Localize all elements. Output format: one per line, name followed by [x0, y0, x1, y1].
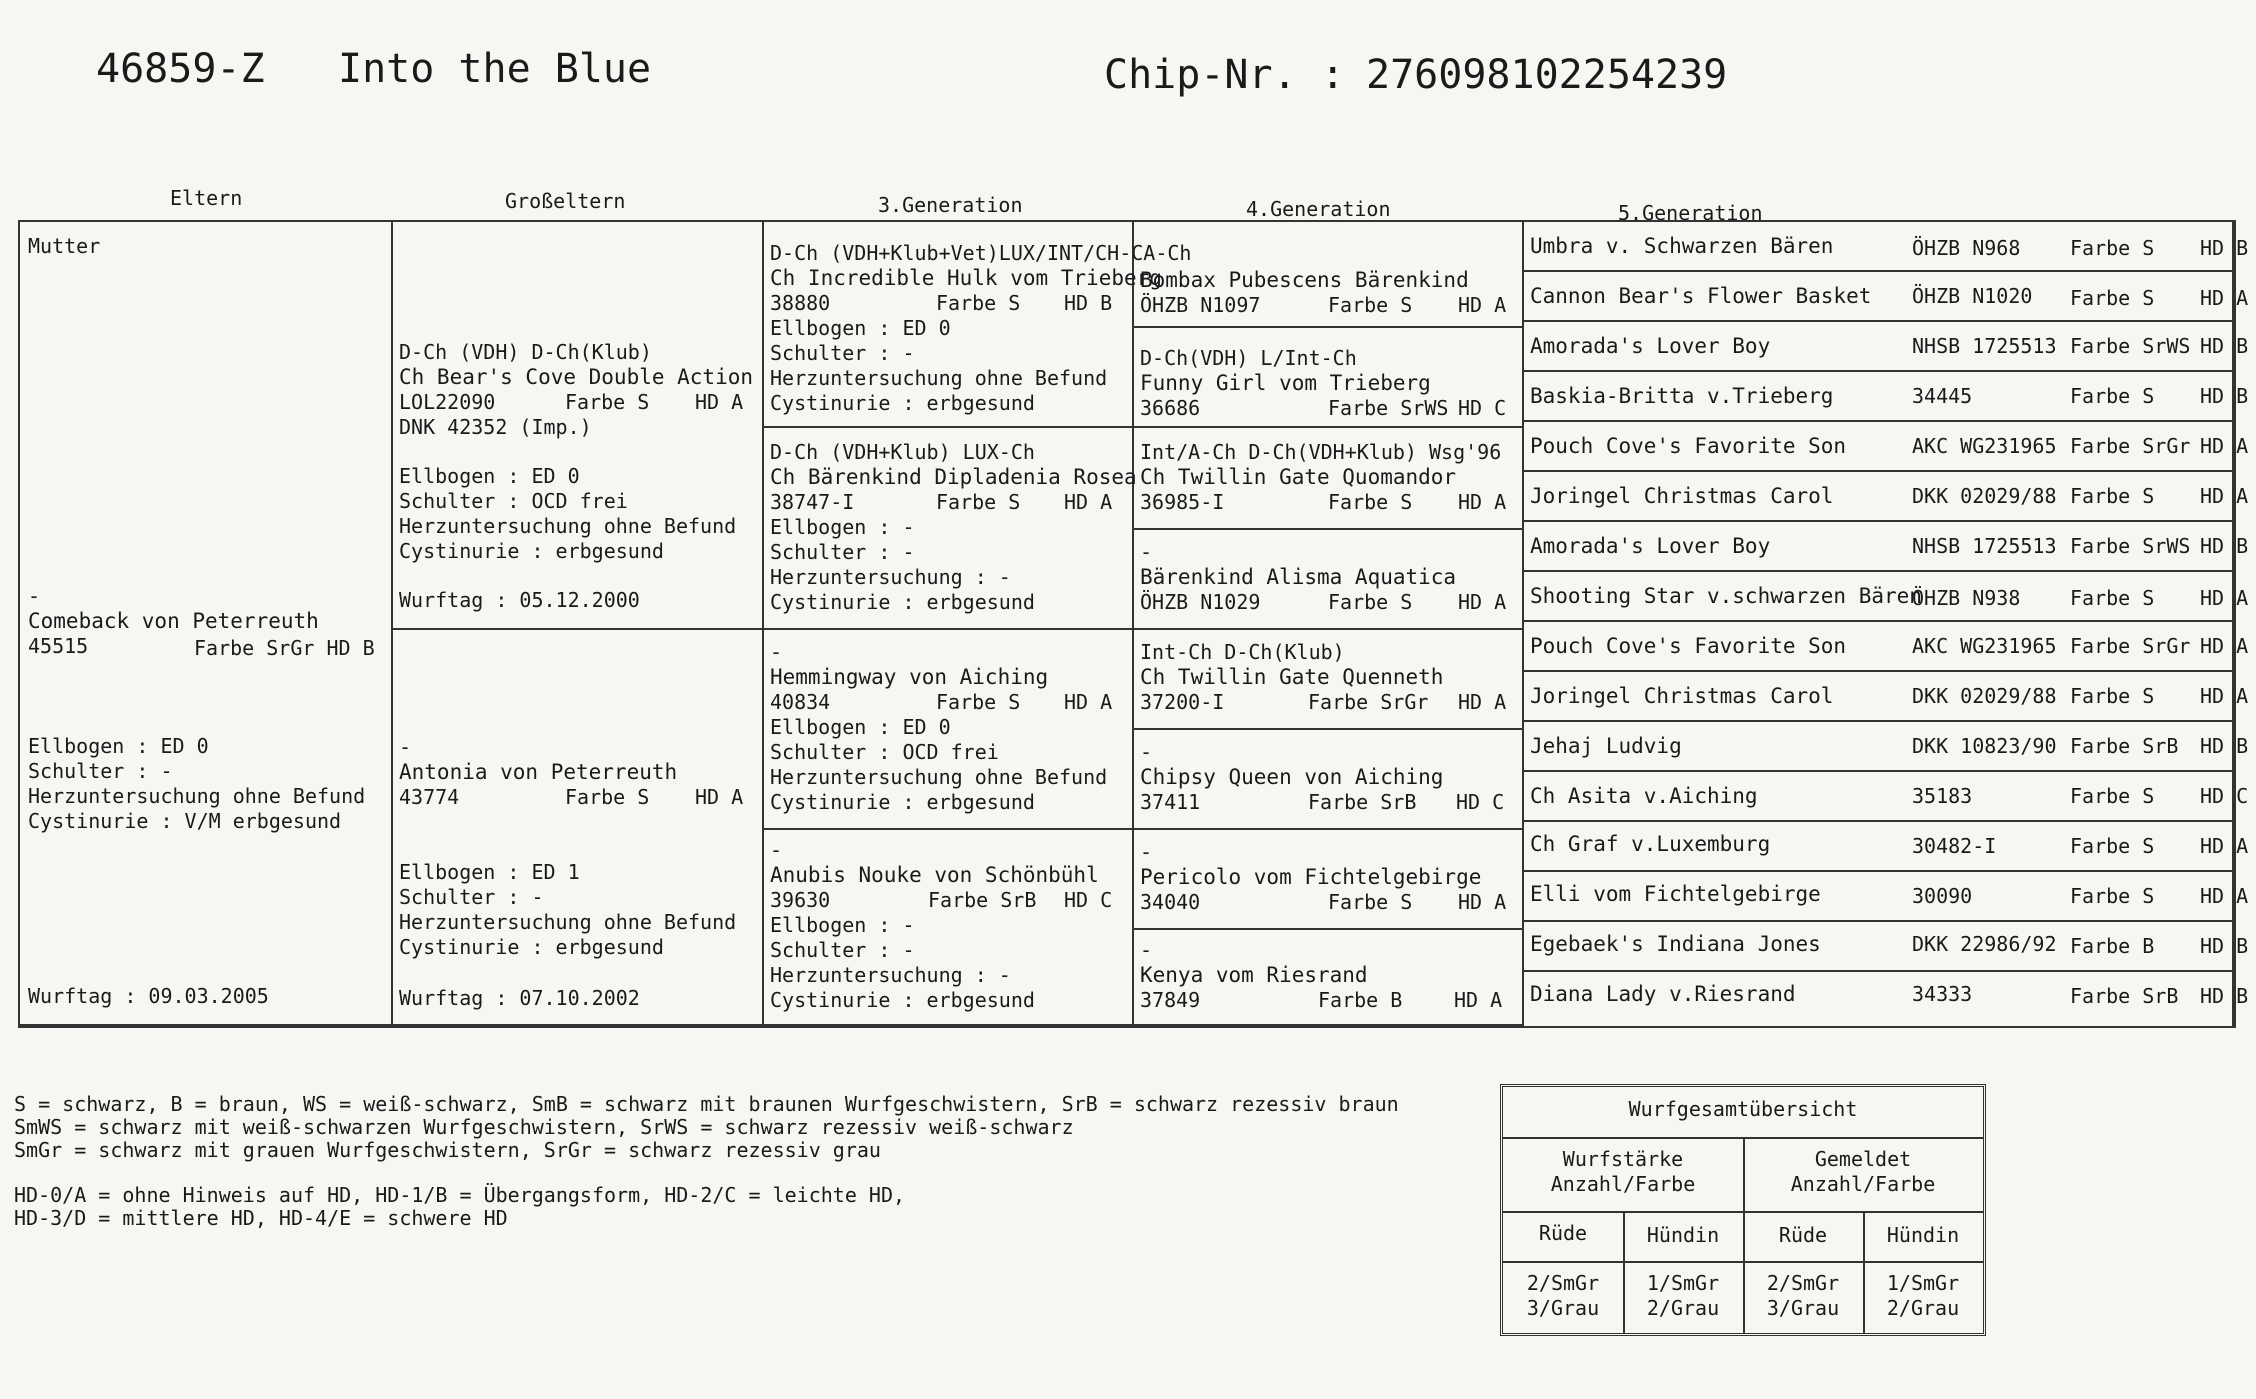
legend-line: SmGr = schwarz mit grauen Wurfgeschwistern, SrGr = schwarz rezessiv grau	[14, 1138, 881, 1162]
gen5-row	[1524, 372, 2249, 422]
gen5-name: Joringel Christmas Carol	[1530, 684, 1834, 708]
gen4-hd: HD A	[1458, 293, 1507, 317]
gen4-hd: HD C	[1458, 396, 1507, 420]
gen3-schulter: Schulter : OCD frei	[770, 740, 999, 764]
gen3-herz: Herzuntersuchung : -	[770, 963, 1011, 987]
gen5-name: Pouch Cove's Favorite Son	[1530, 634, 1847, 658]
gen5-row	[1524, 772, 2249, 822]
gen5-color: Farbe S	[2070, 834, 2155, 858]
legend-line: HD-0/A = ohne Hinweis auf HD, HD-1/B = Übergangsform, HD-2/C = leichte HD,	[14, 1183, 906, 1207]
gen5-color: Farbe SrGr	[2070, 434, 2191, 458]
gen4-name: Ch Twillin Gate Quenneth	[1140, 665, 1444, 689]
gen3-name: Hemmingway von Aiching	[770, 665, 1049, 689]
gen4-title: -	[1140, 740, 1153, 764]
gen4-name: Bärenkind Alisma Aquatica	[1140, 565, 1457, 589]
column-heading-eltern: Eltern	[170, 186, 243, 210]
gen5-reg: DKK 10823/90	[1912, 734, 2057, 758]
gen5-row	[1524, 272, 2249, 322]
gen3-cyst: Cystinurie : erbgesund	[770, 790, 1035, 814]
gen4-cell	[1134, 222, 1524, 328]
litter-count-cell: 1/SmGr 2/Grau	[1646, 1271, 1720, 1320]
gen4-title: Int/A-Ch D-Ch(VDH+Klub) Wsg'96	[1140, 440, 1502, 464]
gen5-hd: HD B	[2200, 984, 2249, 1008]
grandparent-ellbogen: Ellbogen : ED 0	[399, 464, 580, 488]
gen5-name: Pouch Cove's Favorite Son	[1530, 434, 1847, 458]
gen4-color: Farbe SrGr	[1308, 690, 1429, 714]
gen5-color: Farbe S	[2070, 884, 2155, 908]
grandparent-extra: DNK 42352 (Imp.)	[399, 415, 592, 439]
gen5-row	[1524, 322, 2249, 372]
gen3-color: Farbe S	[936, 291, 1021, 315]
gen5-reg: DKK 22986/92	[1912, 932, 2057, 956]
gen3-color: Farbe SrB	[928, 888, 1037, 912]
gen3-cell	[764, 630, 1134, 830]
gen3-title: D-Ch (VDH+Klub) LUX-Ch	[770, 440, 1035, 464]
gen4-title: -	[1140, 938, 1153, 962]
legend-line: HD-3/D = mittlere HD, HD-4/E = schwere HD	[14, 1206, 508, 1230]
gen5-color: Farbe S	[2070, 484, 2155, 508]
litter-summary-title: Wurfgesamtübersicht	[1628, 1097, 1858, 1121]
parent-name: Comeback von Peterreuth	[28, 609, 319, 633]
grandparent-name: Ch Bear's Cove Double Action	[399, 365, 754, 389]
gen5-row	[1524, 572, 2249, 622]
gen5-row	[1524, 972, 2249, 1026]
gen3-ellbogen: Ellbogen : ED 0	[770, 715, 951, 739]
gen3-ellbogen: Ellbogen : -	[770, 913, 915, 937]
litter-count-cell: 2/SmGr 3/Grau	[1766, 1271, 1840, 1320]
parent-dash: -	[28, 584, 41, 608]
litter-summary-box	[1500, 1084, 1986, 1336]
gen5-hd: HD B	[2200, 734, 2249, 758]
gen3-schulter: Schulter : -	[770, 341, 915, 365]
gen5-row	[1524, 922, 2249, 972]
column-heading-gen3: 3.Generation	[878, 193, 1023, 217]
gen5-name: Umbra v. Schwarzen Bären	[1530, 234, 1834, 258]
gen5-hd: HD B	[2200, 934, 2249, 958]
gen4-hd: HD A	[1458, 490, 1507, 514]
gen5-name: Ch Graf v.Luxemburg	[1530, 832, 1771, 856]
dog-name: Into the Blue	[338, 46, 652, 92]
gen5-row	[1524, 672, 2249, 722]
gen4-color: Farbe SrWS	[1328, 396, 1449, 420]
gen3-herz: Herzuntersuchung : -	[770, 565, 1011, 589]
gen5-color: Farbe S	[2070, 286, 2155, 310]
grandparent-title: D-Ch (VDH) D-Ch(Klub)	[399, 340, 652, 364]
litter-strength-heading: Wurfstärke Anzahl/Farbe	[1550, 1147, 1696, 1196]
gen5-color: Farbe S	[2070, 684, 2155, 708]
gen5-row	[1524, 522, 2249, 572]
gen3-hd: HD A	[1064, 490, 1113, 514]
gen5-hd: HD B	[2200, 534, 2249, 558]
gen5-row	[1524, 822, 2249, 872]
gen4-reg: 37411	[1140, 790, 1201, 814]
gen3-reg: 40834	[770, 690, 831, 714]
gen5-hd: HD A	[2200, 684, 2249, 708]
gen4-hd: HD C	[1456, 790, 1505, 814]
pedigree-table	[18, 220, 2249, 1028]
grandparent-herz: Herzuntersuchung ohne Befund	[399, 514, 737, 538]
gen5-hd: HD C	[2200, 784, 2249, 808]
legend	[14, 1093, 1399, 1230]
gen4-color: Farbe SrB	[1308, 790, 1417, 814]
gen4-reg: 34040	[1140, 890, 1201, 914]
gen5-color: Farbe S	[2070, 586, 2155, 610]
gen4-hd: HD A	[1458, 890, 1507, 914]
gen5-row	[1524, 872, 2249, 922]
gen5-reg: DKK 02029/88	[1912, 684, 2057, 708]
gen3-schulter: Schulter : -	[770, 540, 915, 564]
parent-schulter: Schulter : -	[28, 759, 173, 783]
gen4-cell	[1134, 930, 1524, 1026]
parent-ellbogen: Ellbogen : ED 0	[28, 734, 209, 758]
gen4-name: Bombax Pubescens Bärenkind	[1140, 268, 1469, 292]
gen4-reg: 36686	[1140, 396, 1201, 420]
legend-line: S = schwarz, B = braun, WS = weiß-schwarz, SmB = schwarz mit braunen Wurfgeschwistern, SrB = schwarz rezessiv braun	[14, 1092, 1399, 1116]
grandparent-cyst: Cystinurie : erbgesund	[399, 935, 664, 959]
male-heading: Rüde	[1538, 1221, 1588, 1245]
gen5-name: Egebaek's Indiana Jones	[1530, 932, 1821, 956]
gen5-color: Farbe SrWS	[2070, 334, 2191, 358]
grandparent-hd: HD A	[695, 390, 744, 414]
gen3-cyst: Cystinurie : erbgesund	[770, 391, 1035, 415]
gen5-reg: 34445	[1912, 384, 1973, 408]
grandparent-wurftag-visible: Wurftag : 07.10.2002	[399, 986, 640, 1010]
grandparent-ellbogen: Ellbogen : ED 1	[399, 860, 580, 884]
legend-line: SmWS = schwarz mit weiß-schwarzen Wurfgeschwistern, SrWS = schwarz rezessiv weiß-schwarz	[14, 1115, 1074, 1139]
gen5-hd: HD A	[2200, 434, 2249, 458]
gen3-title: -	[770, 640, 783, 664]
male-heading: Rüde	[1778, 1223, 1828, 1247]
gen4-cell	[1134, 630, 1524, 730]
gen4-color: Farbe S	[1328, 490, 1413, 514]
gen5-reg: ÖHZB N938	[1912, 586, 2021, 610]
gen5-reg: NHSB 1725513	[1912, 534, 2057, 558]
gen3-color: Farbe S	[936, 490, 1021, 514]
gen4-color: Farbe S	[1328, 293, 1413, 317]
gen4-cell	[1134, 730, 1524, 830]
gen5-reg: ÖHZB N968	[1912, 236, 2021, 260]
gen5-name: Baskia-Britta v.Trieberg	[1530, 384, 1834, 408]
gen4-hd: HD A	[1458, 690, 1507, 714]
gen4-title: Int-Ch D-Ch(Klub)	[1140, 640, 1345, 664]
gen5-color: Farbe S	[2070, 784, 2155, 808]
gen5-reg: 35183	[1912, 784, 1973, 808]
chip-label: Chip-Nr. :	[1104, 52, 1345, 98]
gen3-cell	[764, 428, 1137, 630]
gen3-reg: 38880	[770, 291, 831, 315]
gen4-reg: ÖHZB N1097	[1140, 293, 1261, 317]
gen4-color: Farbe S	[1328, 890, 1413, 914]
gen4-cell	[1134, 428, 1524, 530]
gen5-row	[1524, 472, 2249, 522]
gen4-name: Kenya vom Riesrand	[1140, 963, 1368, 987]
gen4-reg: ÖHZB N1029	[1140, 590, 1261, 614]
gen5-name: Jehaj Ludvig	[1530, 734, 1682, 758]
gen4-title: D-Ch(VDH) L/Int-Ch	[1140, 346, 1357, 370]
gen5-row	[1524, 622, 2249, 672]
parent-cell	[20, 222, 393, 1026]
gen3-ellbogen: Ellbogen : -	[770, 515, 915, 539]
gen3-name: Anubis Nouke von Schönbühl	[770, 863, 1099, 887]
grandparent-hd: HD A	[695, 785, 744, 809]
gen4-cell	[1134, 530, 1524, 630]
grandparent-color: Farbe S	[565, 390, 650, 414]
gen3-title: D-Ch (VDH+Klub+Vet)LUX/INT/CH-CA-Ch	[770, 241, 1192, 265]
gen5-name: Cannon Bear's Flower Basket	[1530, 284, 1872, 308]
female-heading: Hündin	[1886, 1223, 1960, 1247]
gen4-reg: 37849	[1140, 988, 1201, 1012]
gen4-color: Farbe S	[1328, 590, 1413, 614]
gen5-hd: HD A	[2200, 586, 2249, 610]
gen4-hd: HD A	[1458, 590, 1507, 614]
gen5-color: Farbe SrGr	[2070, 634, 2191, 658]
grandparent-cell	[393, 222, 764, 630]
grandparent-cell	[393, 630, 764, 1026]
parent-cyst: Cystinurie : V/M erbgesund	[28, 809, 342, 833]
gen5-hd: HD A	[2200, 634, 2249, 658]
gen4-cell	[1134, 830, 1524, 930]
gen5-hd: HD A	[2200, 484, 2249, 508]
gen5-hd: HD A	[2200, 884, 2249, 908]
grandparent-schulter: Schulter : OCD frei	[399, 489, 628, 513]
gen5-reg: AKC WG231965	[1912, 634, 2057, 658]
gen3-hd: HD B	[1064, 291, 1113, 315]
litter-count-cell: 2/SmGr 3/Grau	[1526, 1271, 1600, 1320]
grandparent-reg: LOL22090	[399, 390, 496, 414]
gen3-name: Ch Incredible Hulk vom Trieberg	[770, 266, 1162, 290]
gen4-name: Funny Girl vom Trieberg	[1140, 371, 1431, 395]
gen5-reg: NHSB 1725513	[1912, 334, 2057, 358]
gen4-color: Farbe B	[1318, 988, 1403, 1012]
gen4-name: Ch Twillin Gate Quomandor	[1140, 465, 1457, 489]
gen5-name: Amorada's Lover Boy	[1530, 334, 1771, 358]
grandparent-schulter: Schulter : -	[399, 885, 544, 909]
gen3-reg: 39630	[770, 888, 831, 912]
gen5-color: Farbe S	[2070, 384, 2155, 408]
gen5-hd: HD B	[2200, 334, 2249, 358]
gen4-title: -	[1140, 840, 1153, 864]
gen4-cell	[1134, 328, 1524, 428]
gen5-color: Farbe S	[2070, 236, 2155, 260]
litter-count-cell: 1/SmGr 2/Grau	[1886, 1271, 1960, 1320]
parent-wurftag: Wurftag : 09.03.2005	[28, 984, 269, 1008]
gen5-hd: HD B	[2200, 384, 2249, 408]
pedigree-id: 46859-Z	[96, 46, 265, 92]
chip-number: 276098102254239	[1366, 52, 1728, 98]
gen3-hd: HD C	[1064, 888, 1113, 912]
gen5-hd: HD A	[2200, 834, 2249, 858]
gen5-color: Farbe B	[2070, 934, 2155, 958]
gen5-name: Joringel Christmas Carol	[1530, 484, 1834, 508]
grandparent-wurftag: Wurftag : 05.12.2000	[399, 588, 640, 612]
gen4-hd: HD A	[1454, 988, 1503, 1012]
gen5-reg: ÖHZB N1020	[1912, 284, 2033, 308]
gen5-row	[1524, 222, 2249, 272]
gen3-herz: Herzuntersuchung ohne Befund	[770, 765, 1108, 789]
gen4-name: Pericolo vom Fichtelgebirge	[1140, 865, 1482, 889]
parent-color-hd: Farbe SrGr HD B	[194, 636, 375, 660]
grandparent-title: -	[399, 735, 412, 759]
gen5-name: Amorada's Lover Boy	[1530, 534, 1771, 558]
gen4-reg: 37200-I	[1140, 690, 1225, 714]
gen5-reg: DKK 02029/88	[1912, 484, 2057, 508]
grandparent-color: Farbe S	[565, 785, 650, 809]
gen5-name: Elli vom Fichtelgebirge	[1530, 882, 1821, 906]
column-heading-grosseltern: Großeltern	[505, 189, 626, 213]
column-heading-gen4: 4.Generation	[1246, 197, 1391, 221]
parent-herz: Herzuntersuchung ohne Befund	[28, 784, 366, 808]
gen5-row	[1524, 422, 2249, 472]
grandparent-cyst: Cystinurie : erbgesund	[399, 539, 664, 563]
gen5-color: Farbe SrB	[2070, 734, 2179, 758]
gen3-cell	[764, 830, 1134, 1026]
gen5-reg: 30482-I	[1912, 834, 1997, 858]
gen5-color: Farbe SrWS	[2070, 534, 2191, 558]
grandparent-reg: 43774	[399, 785, 460, 809]
gen5-reg: AKC WG231965	[1912, 434, 2057, 458]
gen3-hd: HD A	[1064, 690, 1113, 714]
gen3-ellbogen: Ellbogen : ED 0	[770, 316, 951, 340]
female-heading: Hündin	[1646, 1223, 1720, 1247]
gen5-name: Ch Asita v.Aiching	[1530, 784, 1758, 808]
gen5-name: Shooting Star v.schwarzen Bären	[1530, 584, 1922, 608]
gen5-row	[1524, 722, 2249, 772]
column-heading-gen5: 5.Generation	[1618, 201, 1763, 225]
gen4-title: -	[1140, 540, 1153, 564]
parent-reg: 45515	[28, 634, 89, 658]
gen4-reg: 36985-I	[1140, 490, 1225, 514]
gen5-reg: 34333	[1912, 982, 1973, 1006]
gen3-title: -	[770, 838, 783, 862]
gen5-hd: HD B	[2200, 236, 2249, 260]
gen5-color: Farbe SrB	[2070, 984, 2179, 1008]
gen3-color: Farbe S	[936, 690, 1021, 714]
gen5-hd: HD A	[2200, 286, 2249, 310]
grandparent-name: Antonia von Peterreuth	[399, 760, 678, 784]
gen5-reg: 30090	[1912, 884, 1973, 908]
gen3-reg: 38747-I	[770, 490, 855, 514]
gen5-name: Diana Lady v.Riesrand	[1530, 982, 1796, 1006]
gen3-herz: Herzuntersuchung ohne Befund	[770, 366, 1108, 390]
registered-heading: Gemeldet Anzahl/Farbe	[1790, 1147, 1936, 1196]
gen4-name: Chipsy Queen von Aiching	[1140, 765, 1444, 789]
parent-label: Mutter	[28, 234, 101, 258]
gen3-name: Ch Bärenkind Dipladenia Rosea	[770, 465, 1137, 489]
grandparent-herz: Herzuntersuchung ohne Befund	[399, 910, 737, 934]
gen3-cyst: Cystinurie : erbgesund	[770, 988, 1035, 1012]
gen3-schulter: Schulter : -	[770, 938, 915, 962]
gen3-cyst: Cystinurie : erbgesund	[770, 590, 1035, 614]
